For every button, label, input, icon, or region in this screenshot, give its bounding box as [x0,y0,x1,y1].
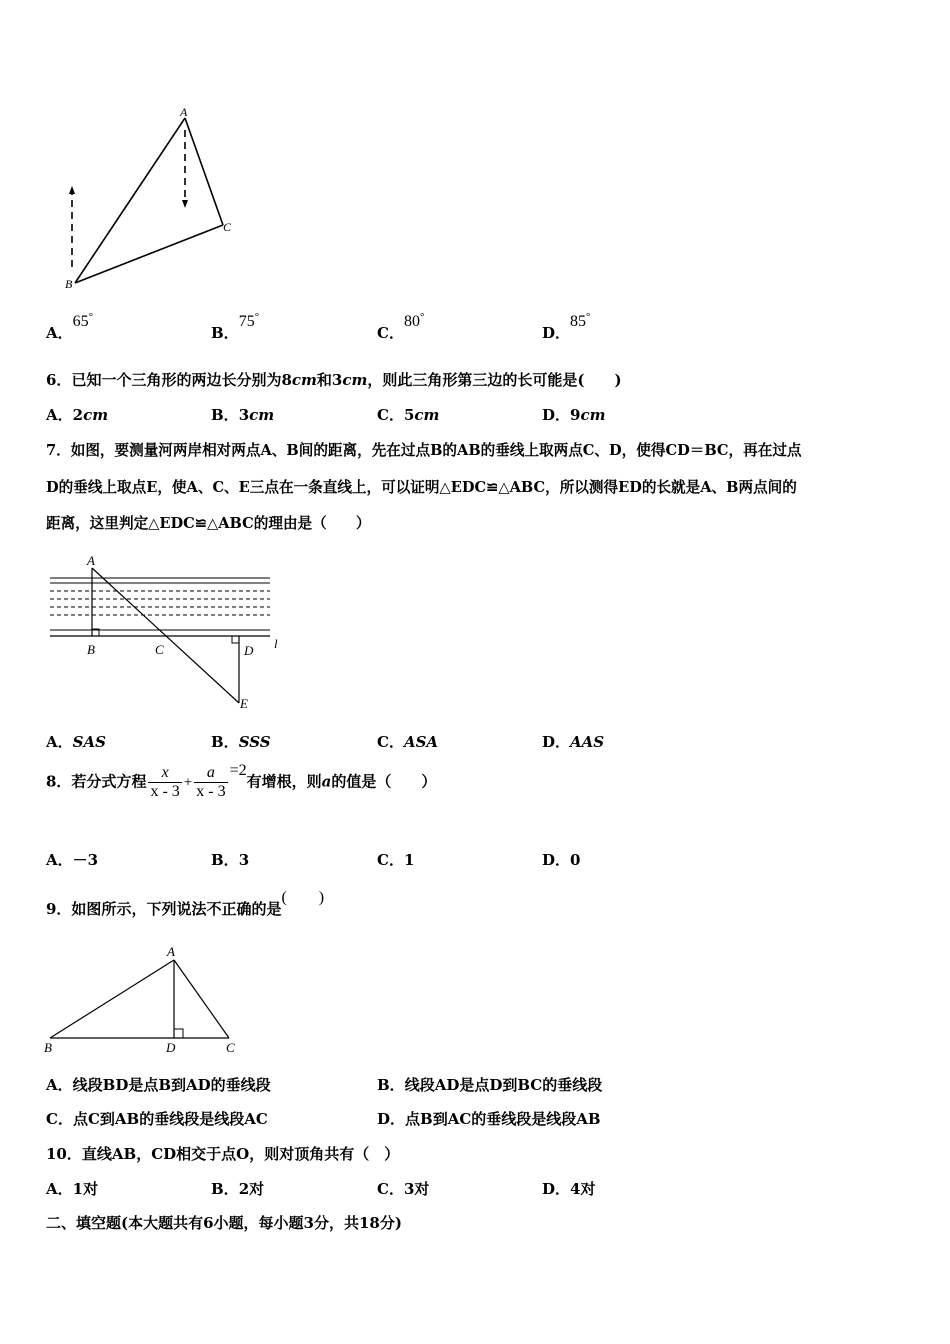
q7-option-a[interactable]: A．SAS [46,733,106,751]
q6-option-c[interactable]: C．5cm [377,406,440,424]
q7-label-a: A [87,553,95,568]
q7-option-b[interactable]: B．SSS [211,733,271,751]
q9-label-c: C [226,1040,235,1055]
q7-option-c[interactable]: C．ASA [377,733,439,751]
q5-label-b: B [65,277,73,291]
q7-stem-line2: D的垂线上取点E，使A、C、E三点在一条直线上，可以证明△EDC≌△ABC，所以测得ED的长就是A、B两点间的 [46,479,797,496]
q9-label-a: A [167,944,175,959]
q8-option-b[interactable]: B．3 [211,851,250,869]
q7-stem-line3: 距离，这里判定△EDC≌△ABC的理由是（ ） [46,515,371,532]
q6-stem: 6．已知一个三角形的两边长分别为8cm和3cm，则此三角形第三边的长可能是( ) [46,371,622,389]
q5-label-c: C [223,220,232,234]
q7-label-l: l [274,636,278,651]
q10-option-a[interactable]: A．1对 [46,1180,99,1198]
q8-option-a[interactable]: A．－3 [46,851,99,869]
q7-label-d: D [244,643,254,658]
q6-option-b[interactable]: B．3cm [211,406,275,424]
q7-label-b: B [87,642,95,657]
q7-figure [45,548,290,716]
q8-stem: 8．若分式方程 $\frac{x}{x - 3}$ + $\frac{a}{x - 3}$ =2有增根，则a的值是（ ） [46,761,437,800]
q5-option-d[interactable]: D．85° [542,311,591,342]
q6-option-d[interactable]: D．9cm [542,406,606,424]
q9-label-d: D [166,1040,176,1055]
q9-stem: 9．如图所示，下列说法不正确的是( ) [46,889,325,918]
q10-option-d[interactable]: D．4对 [542,1180,596,1198]
q5-figure [55,100,255,300]
q9-option-d[interactable]: D．点B到AC的垂线段是线段AB [377,1110,601,1128]
q9-label-b: B [44,1040,52,1055]
q5-option-a[interactable]: A．65° [46,311,94,342]
q8-option-c[interactable]: C．1 [377,851,415,869]
q9-option-a[interactable]: A．线段BD是点B到AD的垂线段 [46,1076,271,1094]
q7-stem-line1: 7．如图，要测量河两岸相对两点A、B间的距离，先在过点B的AB的垂线上取两点C、D，使得CD＝BC，再在过点 [46,442,802,459]
q8-option-d[interactable]: D．0 [542,851,581,869]
q10-option-b[interactable]: B．2对 [211,1180,265,1198]
q10-option-c[interactable]: C．3对 [377,1180,430,1198]
q7-label-e: E [240,696,248,711]
q7-option-d[interactable]: D．AAS [542,733,605,751]
section-2-title: 二、填空题(本大题共有6小题，每小题3分，共18分) [46,1214,402,1232]
q6-option-a[interactable]: A．2cm [46,406,109,424]
q9-figure [42,942,242,1057]
q9-option-b[interactable]: B．线段AD是点D到BC的垂线段 [377,1076,603,1094]
q7-label-c: C [155,642,164,657]
q9-option-c[interactable]: C．点C到AB的垂线段是线段AC [46,1110,268,1128]
q8-fraction-1: $\frac{x}{x - 3}$ [150,764,180,800]
q5-label-a: A [180,105,188,119]
q5-option-b[interactable]: B．75° [211,311,260,342]
q8-fraction-2: $\frac{a}{x - 3}$ [196,764,226,800]
q5-option-c[interactable]: C．80° [377,311,425,342]
q10-stem: 10．直线AB，CD相交于点O，则对顶角共有（ ） [46,1145,400,1163]
